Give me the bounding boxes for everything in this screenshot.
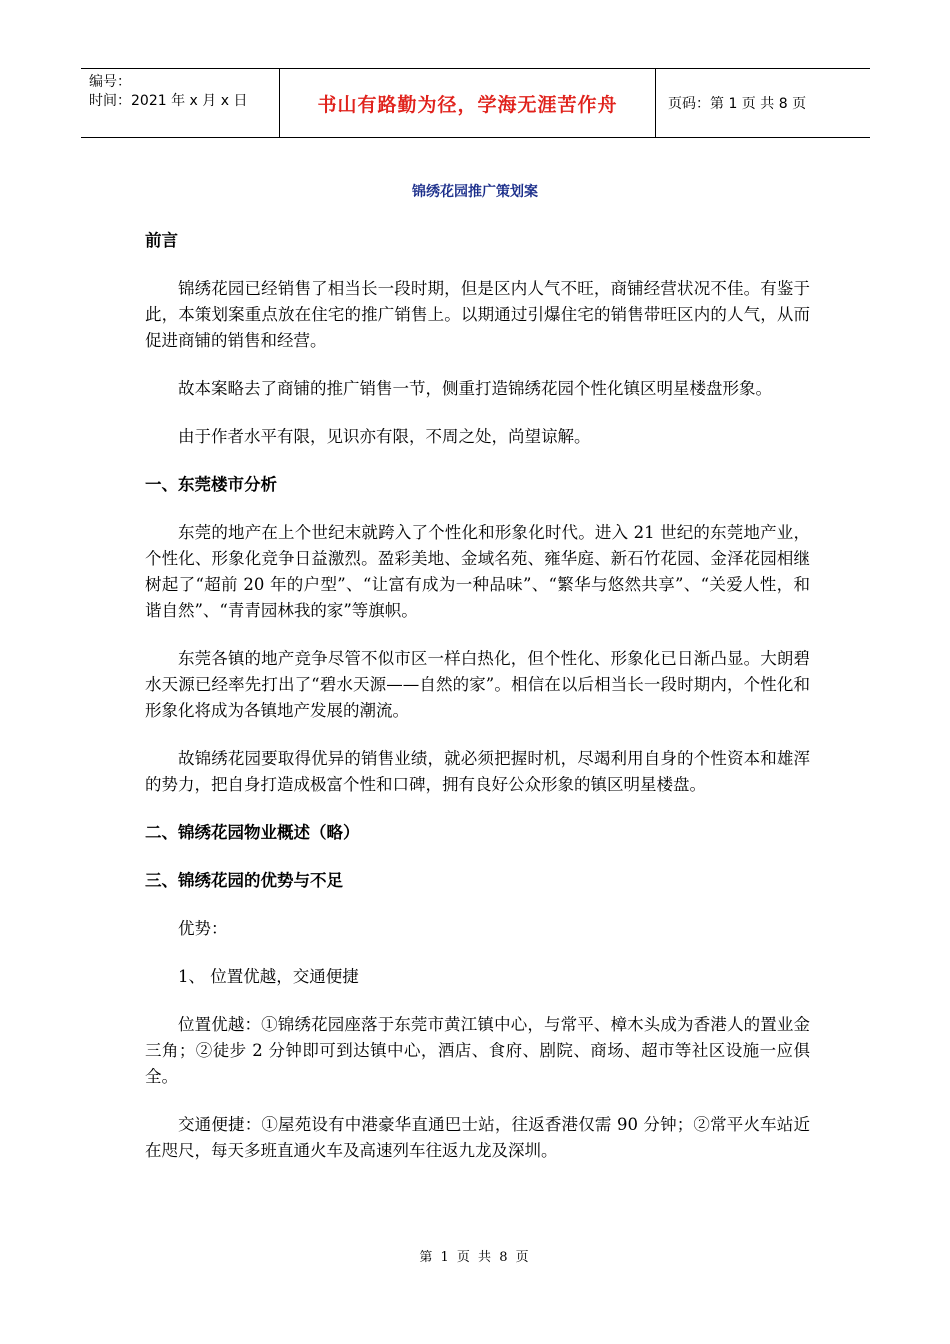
paragraph: 故本案略去了商铺的推广销售一节，侧重打造锦绣花园个性化镇区明星楼盘形象。: [178, 379, 772, 398]
paragraph: 锦绣花园已经销售了相当长一段时期，但是区内人气不旺，商铺经营状况不佳。有鉴于此，本策划案重点放在住宅的推广销售上。以期通过引爆住宅的销售带旺区内的人气，从而促进商铺的销售和经营。: [145, 279, 810, 350]
section-heading-strengths: 三、锦绣花园的优势与不足: [145, 871, 343, 890]
header-page-code: 页码：第 1 页 共 8 页: [668, 96, 807, 112]
section-heading-property-overview: 二、锦绣花园物业概述（略）: [145, 823, 360, 842]
paragraph: 东莞各镇的地产竞争尽管不似市区一样白热化，但个性化、形象化已日渐凸显。大朗碧水天源已经率先打出了“碧水天源——自然的家”。相信在以后相当长一段时期内，个性化和形象化将成为各镇地产发展的潮流。: [145, 649, 810, 720]
document-title: 锦绣花园推广策划案: [412, 184, 538, 200]
paragraph: 位置优越：①锦绣花园座落于东莞市黄江镇中心，与常平、樟木头成为香港人的置业金三角；②徒步 2 分钟即可到达镇中心，酒店、食府、剧院、商场、超市等社区设施一应俱全。: [145, 1015, 810, 1086]
header-motto: 书山有路勤为径，学海无涯苦作舟: [280, 69, 656, 137]
paragraph: 东莞的地产在上个世纪末就跨入了个性化和形象化时代。进入 21 世纪的东莞地产业，个性化、形象化竞争日益激烈。盈彩美地、金域名苑、雍华庭、新石竹花园、金泽花园相继树起了“超前 20 年的户型”、“让富有成为一种品味”、“繁华与悠然共享”、“关爱人性，和谐自然”、“青青园林我的家”等旗帜。: [145, 523, 810, 620]
section-heading-market-analysis: 一、东莞楼市分析: [145, 475, 277, 494]
time-label: 时间：2021 年 x 月 x 日: [89, 93, 248, 109]
paragraph: 故锦绣花园要取得优异的销售业绩，就必须把握时机，尽竭利用自身的个性资本和雄浑的势力，把自身打造成极富个性和口碑，拥有良好公众形象的镇区明星楼盘。: [145, 749, 810, 794]
section-heading-preface: 前言: [145, 231, 178, 250]
paragraph: 优势：: [178, 919, 228, 938]
list-item: 1、 位置优越，交通便捷: [178, 967, 359, 986]
document-body: [145, 228, 810, 1186]
header-meta: [81, 69, 280, 137]
paragraph: 交通便捷：①屋苑设有中港豪华直通巴士站，往返香港仅需 90 分钟；②常平火车站近在咫尺，每天多班直通火车及高速列车往返九龙及深圳。: [145, 1115, 810, 1160]
page-header: [81, 68, 870, 138]
page-footer: 第 1 页 共 8 页: [419, 1250, 531, 1265]
number-label: 编号：: [89, 74, 131, 90]
paragraph: 由于作者水平有限，见识亦有限，不周之处，尚望谅解。: [178, 427, 591, 446]
